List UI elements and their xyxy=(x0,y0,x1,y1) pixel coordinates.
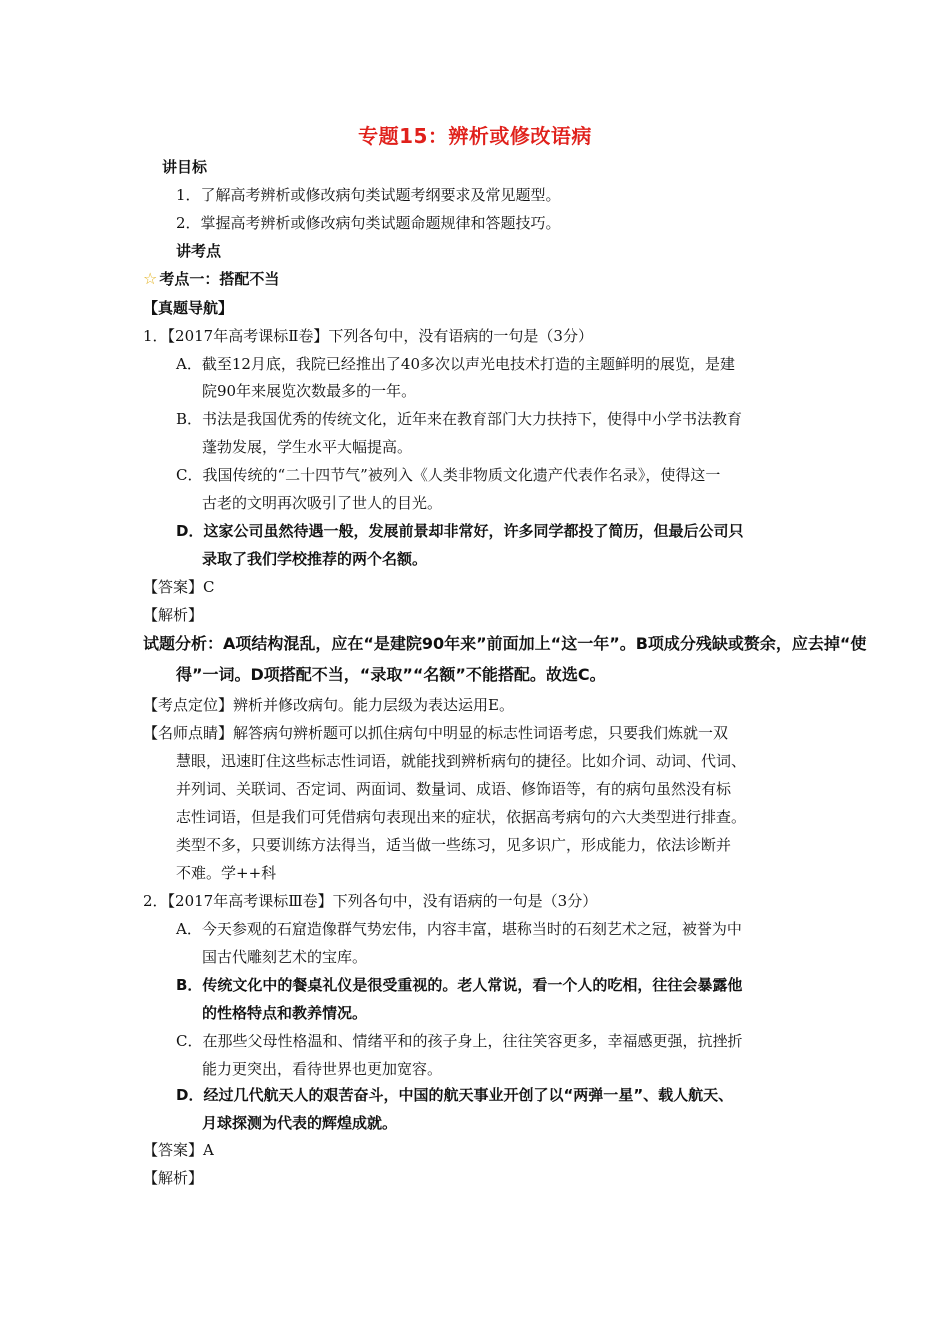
q1-option-c-cont: 古老的文明再次吸引了世人的目光。 xyxy=(202,494,443,512)
q1-tip-cont: 并列词、关联词、否定词、两面词、数量词、成语、修饰语等，有的病句虽然没有标 xyxy=(176,780,732,798)
q1-option-c: C．我国传统的“二十四节气”被列入《人类非物质文化遗产代表作名录》，使得这一 xyxy=(176,466,721,484)
goals-heading: 讲目标 xyxy=(162,158,208,176)
point1-heading: 考点一：搭配不当 xyxy=(159,270,280,288)
q1-analysis-text: 试题分析：A项结构混乱，应在“是建院90年来”前面加上“这一年”。B项成分残缺或赘余，应去掉“使 xyxy=(143,634,867,653)
q1-tip-cont: 类型不多，只要训练方法得当，适当做一些练习，见多识广，形成能力，依法诊断并 xyxy=(176,836,732,854)
q1-option-d: D．这家公司虽然待遇一般，发展前景却非常好，许多同学都投了简历，但最后公司只 xyxy=(176,522,744,540)
q1-stem: 1．【2017年高考课标Ⅱ卷】下列各句中，没有语病的一句是（3分） xyxy=(143,327,593,345)
q1-locate: 【考点定位】辨析并修改病句。能力层级为表达运用E。 xyxy=(143,696,514,714)
goal-item: 2．掌握高考辨析或修改病句类试题命题规律和答题技巧。 xyxy=(176,214,561,232)
q1-option-d-cont: 录取了我们学校推荐的两个名额。 xyxy=(202,550,428,568)
point1-heading-row xyxy=(143,268,279,290)
q2-option-c: C．在那些父母性格温和、情绪平和的孩子身上，往往笑容更多，幸福感更强，抗挫折 xyxy=(176,1032,743,1050)
q1-analysis-text-cont: 得”一词。D项搭配不当，“录取”“名额”不能搭配。故选C。 xyxy=(176,665,606,684)
points-heading: 讲考点 xyxy=(176,242,222,260)
q1-analysis-heading: 【解析】 xyxy=(143,606,204,624)
q1-tip-cont: 志性词语，但是我们可凭借病句表现出来的症状，依据高考病句的六大类型进行排查。 xyxy=(176,808,747,826)
q1-option-b: B．书法是我国优秀的传统文化，近年来在教育部门大力扶持下，使得中小学书法教育 xyxy=(176,410,743,428)
q1-option-a: A．截至12月底，我院已经推出了40多次以声光电技术打造的主题鲜明的展览，是建 xyxy=(176,355,736,373)
q1-option-a-cont: 院90年来展览次数最多的一年。 xyxy=(202,382,417,400)
q1-option-b-cont: 蓬勃发展，学生水平大幅提高。 xyxy=(202,438,413,456)
q2-option-b-cont: 的性格特点和教养情况。 xyxy=(202,1004,368,1022)
q2-answer: 【答案】A xyxy=(143,1141,214,1159)
q2-option-d-cont: 月球探测为代表的辉煌成就。 xyxy=(202,1114,398,1132)
q2-option-a: A．今天参观的石窟造像群气势宏伟，内容丰富，堪称当时的石刻艺术之冠，被誉为中 xyxy=(176,920,742,938)
q2-option-d: D．经过几代航天人的艰苦奋斗，中国的航天事业开创了以“两弹一星”、载人航天、 xyxy=(176,1086,734,1104)
q1-tip-cont: 慧眼，迅速盯住这些标志性词语，就能找到辨析病句的捷径。比如介词、动词、代词、 xyxy=(176,752,747,770)
q1-tip: 【名师点睛】解答病句辨析题可以抓住病句中明显的标志性词语考虑，只要我们炼就一双 xyxy=(143,724,729,742)
q2-option-c-cont: 能力更突出，看待世界也更加宽容。 xyxy=(202,1060,443,1078)
q2-option-a-cont: 国古代雕刻艺术的宝库。 xyxy=(202,948,368,966)
q2-stem: 2．【2017年高考课标Ⅲ卷】下列各句中，没有语病的一句是（3分） xyxy=(143,892,598,910)
q2-analysis-heading: 【解析】 xyxy=(143,1169,204,1187)
guide-heading: 【真题导航】 xyxy=(143,299,234,317)
q2-option-b: B．传统文化中的餐桌礼仪是很受重视的。老人常说，看一个人的吃相，往往会暴露他 xyxy=(176,976,743,994)
page-title: 专题15：辨析或修改语病 xyxy=(358,124,592,148)
goal-item: 1．了解高考辨析或修改病句类试题考纲要求及常见题型。 xyxy=(176,186,561,204)
q1-answer: 【答案】C xyxy=(143,578,215,596)
q1-tip-cont: 不难。学++科 xyxy=(176,864,277,882)
star-icon: ☆ xyxy=(143,269,158,288)
